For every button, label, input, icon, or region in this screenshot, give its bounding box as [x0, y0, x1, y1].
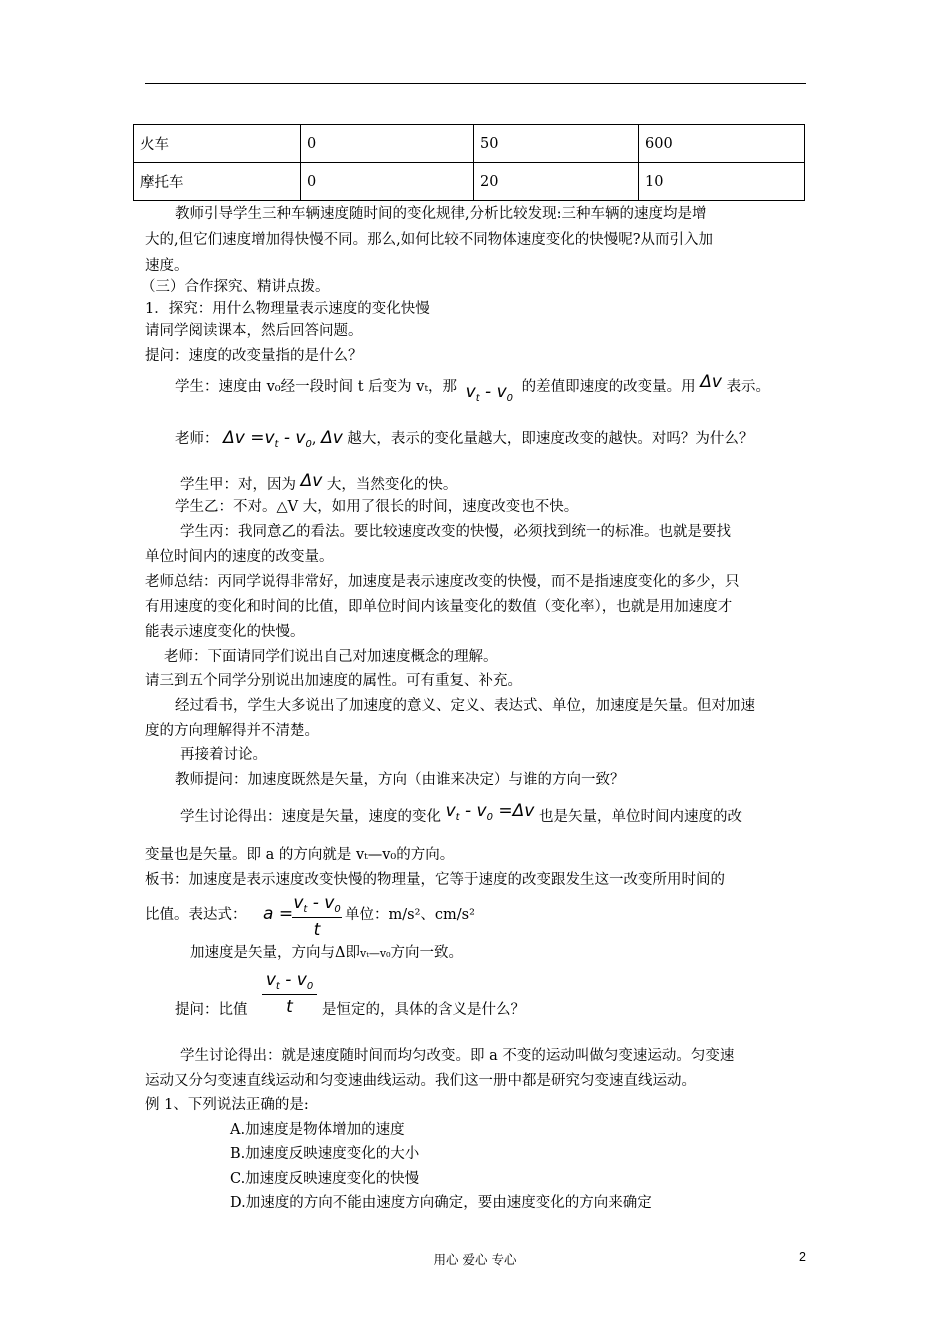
board-line: 板书：加速度是表示速度改变快慢的物理量，它等于速度的改变跟发生这一改变所用时间的	[145, 872, 725, 888]
delta-v-symbol: Δv	[300, 471, 323, 491]
teacher-line: 老师：下面请同学们说出自己对加速度概念的理解。	[164, 649, 498, 665]
table-cell: 摩托车	[134, 163, 301, 201]
question-line: 提问：比值	[175, 1002, 248, 1018]
student-discussion-line	[180, 801, 742, 833]
page-footer: 用心 爱心 专心	[433, 1252, 517, 1267]
student-b-line: 学生乙：不对。△V 大，如用了很长的时间，速度改变也不快。	[175, 499, 579, 515]
option-c: C.加速度反映速度变化的快慢	[230, 1171, 420, 1187]
ratio-fraction: $v_t - v_0$ t	[262, 970, 317, 1017]
table-cell: 600	[639, 125, 805, 163]
vt-minus-v0-eq-dv-formula: $v_t - v_0 =\Delta v$	[445, 801, 535, 823]
table-cell: 50	[474, 125, 639, 163]
student-discussion-line: 变量也是矢量。即 a 的方向就是 vₜ—v₀的方向。	[145, 847, 455, 863]
text: 越大，表示的变化量越大，即速度改变的越快。对吗？为什么？	[347, 431, 754, 447]
text: 学生：速度由 v₀经一段时间 t 后变为 vₜ，那	[175, 379, 458, 395]
paragraph-line: 再接着讨论。	[180, 747, 267, 763]
text: 表示。	[726, 379, 771, 395]
table-row	[134, 125, 805, 163]
student-discussion-line: 学生讨论得出：就是速度随时间而均匀改变。即 a 不变的运动叫做匀变速运动。匀变速	[180, 1048, 735, 1064]
paragraph-line: 度的方向理解得并不清楚。	[145, 723, 319, 739]
delta-v-formula: $\Delta v =v_t - v_0$	[223, 428, 312, 450]
paragraph-line: 大的,但它们速度增加得快慢不同。那么,如何比较不同物体速度变化的快慢呢?从而引入加	[145, 232, 713, 248]
table-cell: 20	[474, 163, 639, 201]
acceleration-fraction: $v_t - v_0$ t	[293, 893, 341, 940]
text: 老师：	[175, 431, 219, 447]
table-cell: 10	[639, 163, 805, 201]
paragraph-line: 经过看书，学生大多说出了加速度的意义、定义、表达式、单位，加速度是矢量。但对加速	[175, 698, 755, 714]
question-line: 是恒定的，具体的含义是什么？	[322, 1002, 525, 1018]
student-discussion-line: 运动又分匀变速直线运动和匀变速曲线运动。我们这一册中都是研究匀变速直线运动。	[145, 1073, 696, 1089]
student-c-line: 学生丙：我同意乙的看法。要比较速度改变的快慢，必须找到统一的标准。也就是要找	[180, 524, 731, 540]
explore-heading: 1．探究：用什么物理量表示速度的变化快慢	[145, 301, 430, 317]
text: 的差值即速度的改变量。用	[521, 379, 696, 395]
question-line: 提问：速度的改变量指的是什么？	[145, 348, 363, 364]
paragraph-line: 速度。	[145, 258, 189, 274]
option-d: D.加速度的方向不能由速度方向确定，要由速度变化的方向来确定	[230, 1195, 652, 1211]
summary-line: 能表示速度变化的快慢。	[145, 624, 305, 640]
summary-line: 老师总结：丙同学说得非常好，加速度是表示速度改变的快慢，而不是指速度变化的多少，只	[145, 574, 740, 590]
delta-v-symbol: Δv	[321, 428, 343, 448]
text: 学生讨论得出：速度是矢量，速度的变化	[180, 809, 441, 825]
table-cell: 火车	[134, 125, 301, 163]
example-title: 例 1、下列说法正确的是:	[145, 1097, 309, 1113]
paragraph-line: 教师引导学生三种车辆速度随时间的变化规律,分析比较发现:三种车辆的速度均是增	[175, 206, 707, 222]
student-a-line	[180, 471, 458, 495]
a-symbol: a =	[263, 904, 294, 924]
vt-minus-v0-formula: $v_t - v_0$	[465, 382, 514, 404]
teacher-line: 老师： $\Delta v =v_t - v_0$, Δv 越大，表示的变化量越大，即速度改变的越快。对吗？为什么？	[175, 428, 754, 450]
paragraph-line: 请三到五个同学分别说出加速度的属性。可有重复、补充。	[145, 673, 522, 689]
table-cell: 0	[301, 125, 474, 163]
delta-v-symbol: Δv	[700, 372, 722, 392]
student-answer-line	[175, 372, 771, 404]
table-row	[134, 163, 805, 201]
text: 大，当然变化的快。	[326, 477, 458, 493]
question-line: 教师提问：加速度既然是矢量，方向（由谁来决定）与谁的方向一致？	[175, 772, 625, 788]
header-rule	[145, 83, 806, 84]
vector-line: 加速度是矢量，方向与Δ即vₜ—v₀方向一致。	[190, 945, 464, 961]
student-c-line: 单位时间内的速度的改变量。	[145, 549, 334, 565]
section-heading: （三）合作探究、精讲点拨。	[141, 279, 330, 295]
option-a: A.加速度是物体增加的速度	[230, 1122, 405, 1138]
table-cell: 0	[301, 163, 474, 201]
page-number: 2	[799, 1250, 806, 1264]
unit-text: 单位：m/s²、cm/s²	[345, 907, 475, 923]
paragraph-line: 请同学阅读课本，然后回答问题。	[145, 323, 363, 339]
option-b: B.加速度反映速度变化的大小	[230, 1146, 420, 1162]
board-line: 比值。表达式：	[145, 907, 247, 923]
text: 学生甲：对，因为	[180, 477, 296, 493]
text: 也是矢量，单位时间内速度的改	[538, 809, 742, 825]
speed-table	[133, 124, 805, 201]
summary-line: 有用速度的变化和时间的比值，即单位时间内该量变化的数值（变化率），也就是用加速度才	[145, 599, 733, 615]
